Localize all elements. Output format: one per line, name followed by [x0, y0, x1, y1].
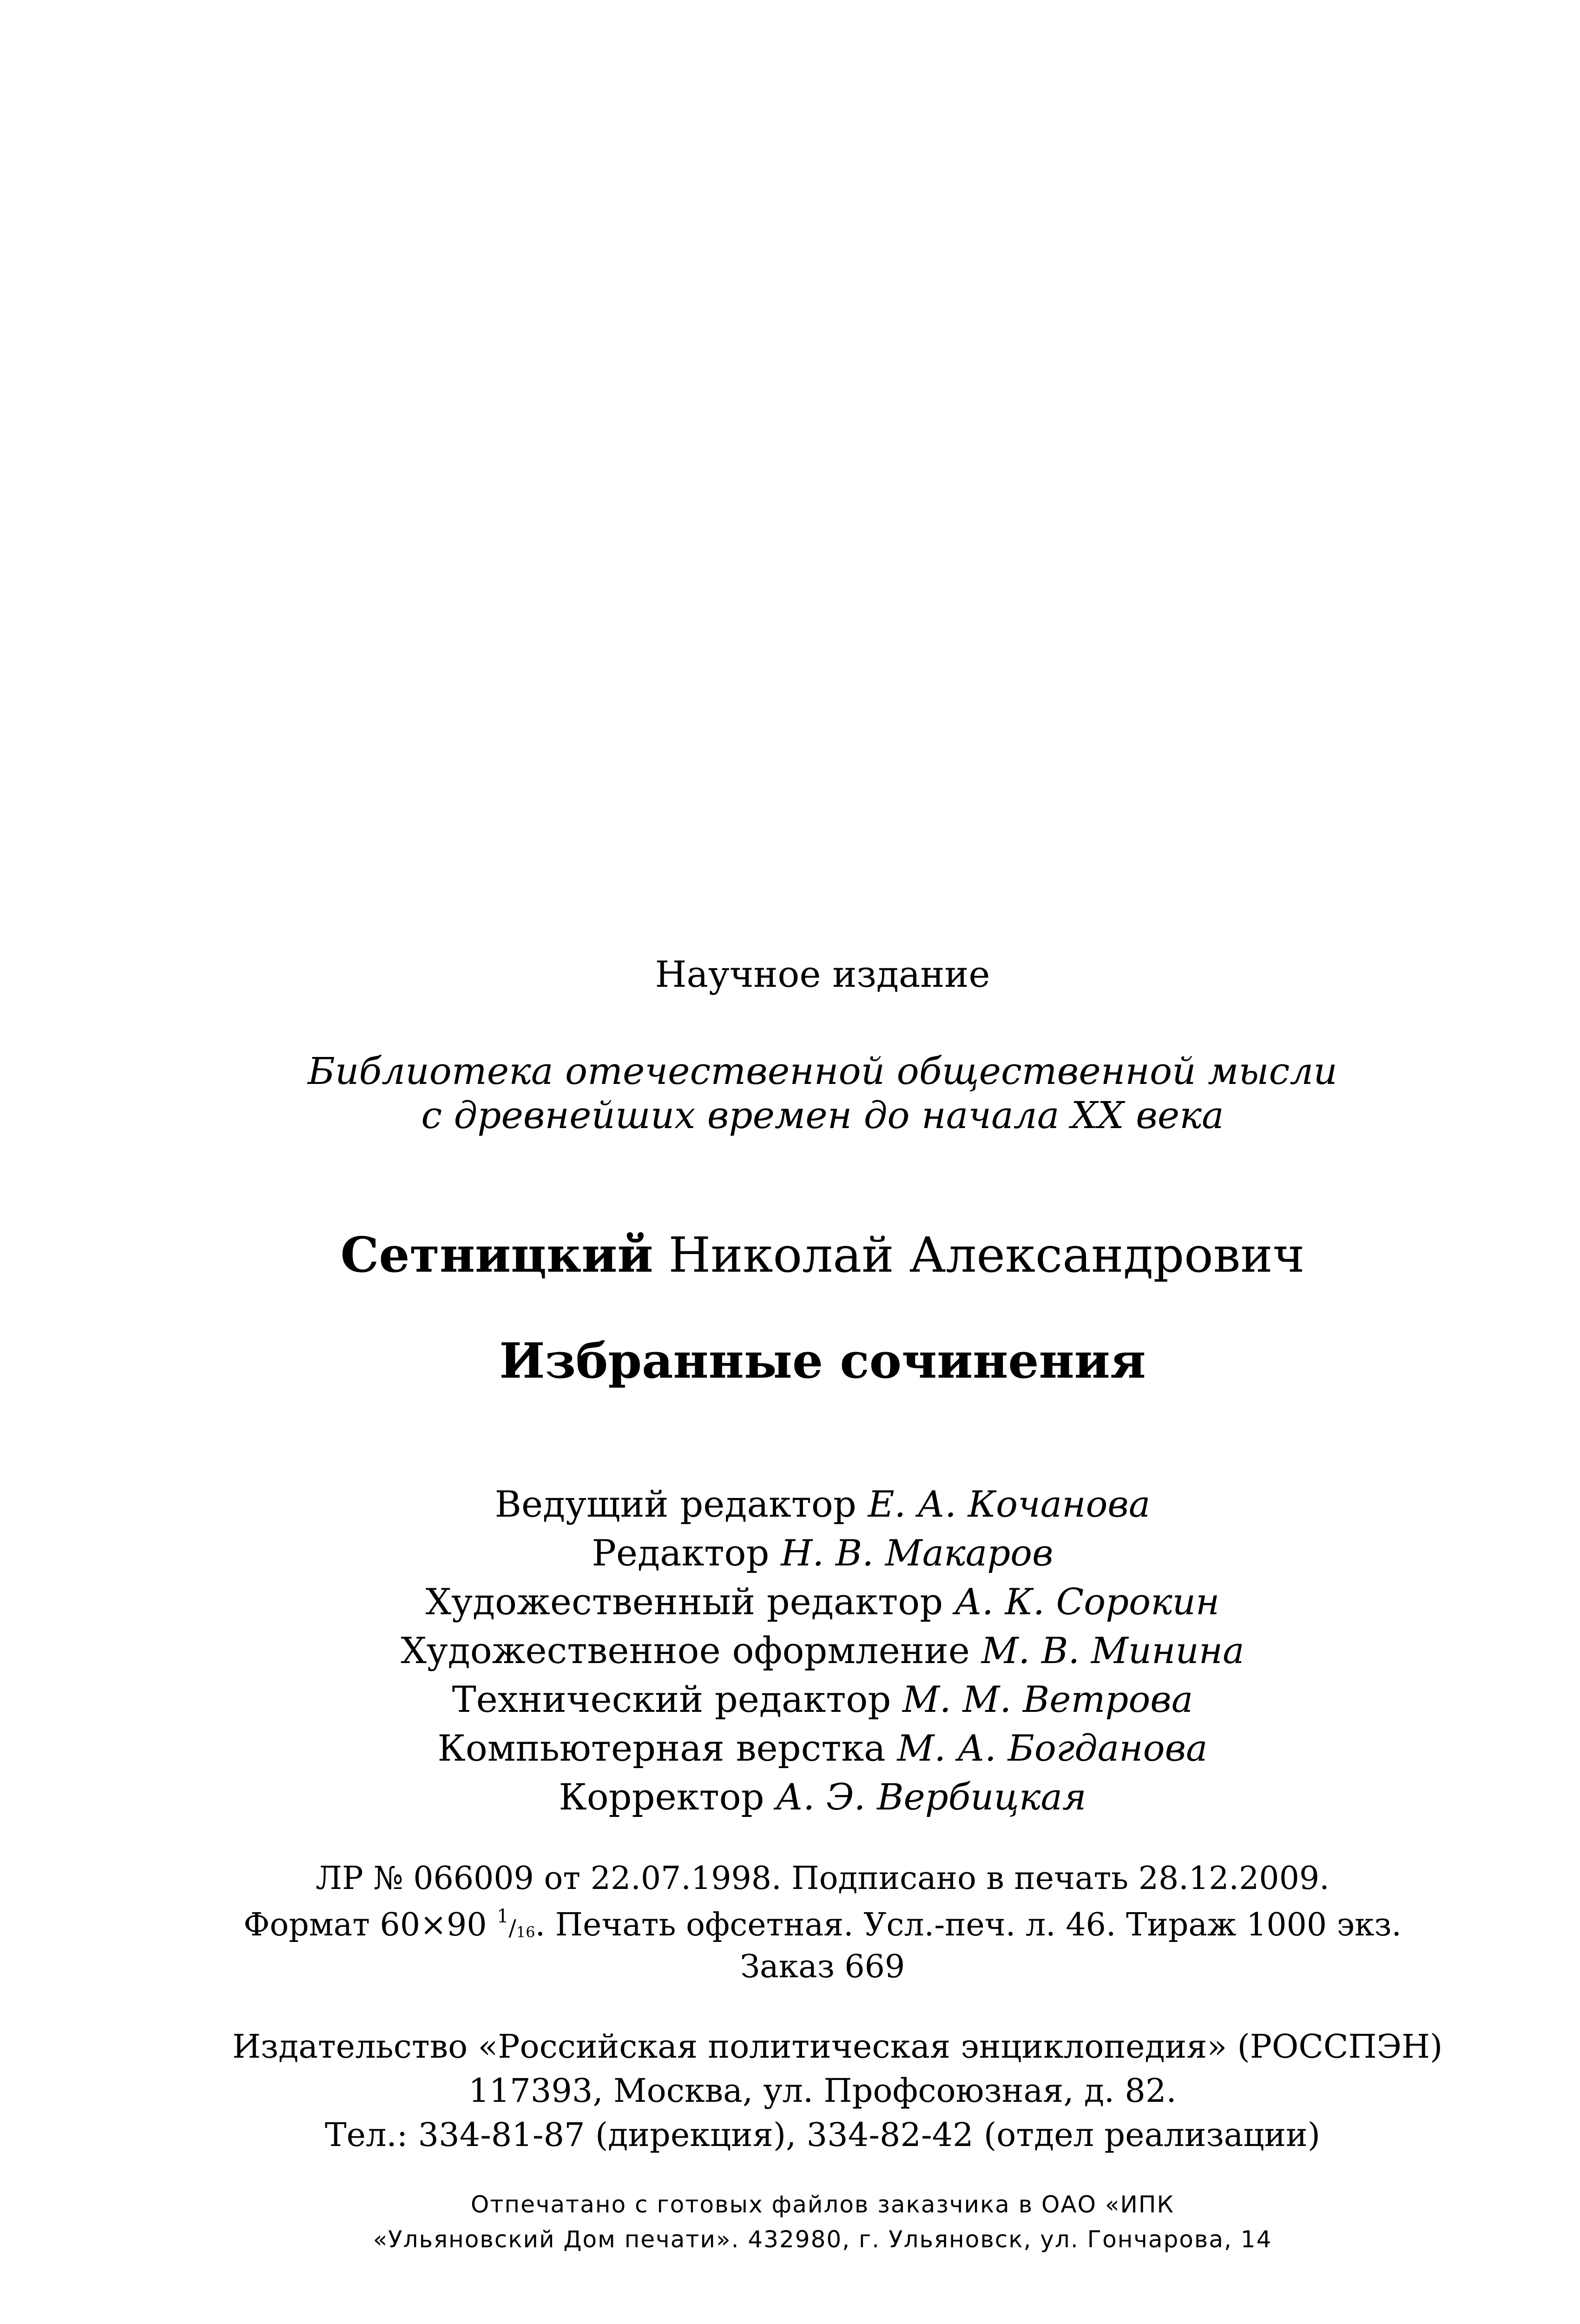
order-number: Заказ 669 [740, 1948, 905, 1985]
credit-role: Художественный редактор [425, 1581, 943, 1623]
imprint-license-line: ЛР № 066009 от 22.07.1998. Подписано в печать 28.12.2009. [316, 1860, 1330, 1897]
credit-role: Художественное оформление [401, 1630, 970, 1672]
credit-role: Редактор [592, 1532, 770, 1574]
format-denominator: 16 [516, 1923, 535, 1941]
format-fraction: $^1/_{16}$ [497, 1906, 535, 1941]
format-prefix: Формат 60×90 [243, 1907, 487, 1943]
credit-name: М. М. Ветрова [902, 1679, 1193, 1721]
format-suffix: . Печать офсетная. Усл.-печ. л. 46. Тираж 1000 экз. [535, 1907, 1402, 1943]
credit-line [232, 1776, 1413, 1818]
author-name [232, 1226, 1413, 1283]
credit-line [232, 1532, 1413, 1574]
credit-name: М. А. Богданова [897, 1728, 1208, 1769]
series-title-line-2: с древнейших времен до начала XX века [421, 1094, 1224, 1137]
credit-role: Корректор [559, 1776, 764, 1818]
author-given-names: Николай Александрович [668, 1227, 1305, 1283]
credit-line [232, 1581, 1413, 1623]
credit-name: Н. В. Макаров [781, 1532, 1053, 1574]
credit-name: М. В. Минина [981, 1630, 1244, 1672]
credit-line [232, 1630, 1413, 1672]
printer-line-2: «Ульяновский Дом печати». 432980, г. Ульяновск, ул. Гончарова, 14 [373, 2226, 1272, 2253]
credit-role: Компьютерная верстка [437, 1728, 886, 1769]
credit-role: Технический редактор [452, 1679, 891, 1721]
publisher-name: Издательство «Российская политическая энциклопедия» (РОССПЭН) [232, 2027, 1443, 2066]
credit-line [232, 1679, 1413, 1721]
series-title-line-1: Библиотека отечественной общественной мысли [308, 1050, 1337, 1093]
credit-role: Ведущий редактор [494, 1484, 856, 1525]
credit-name: Е. А. Кочанова [868, 1484, 1151, 1525]
publisher-address: 117393, Москва, ул. Профсоюзная, д. 82. [468, 2072, 1177, 2110]
book-title: Избранные сочинения [499, 1332, 1146, 1389]
format-numerator: 1 [497, 1906, 509, 1927]
credit-line [232, 1486, 1413, 1523]
edition-type: Научное издание [655, 954, 990, 996]
author-surname: Сетницкий [340, 1226, 653, 1283]
credit-line [232, 1730, 1413, 1767]
credit-name: А. К. Сорокин [954, 1581, 1220, 1623]
imprint-format-line [232, 1907, 1413, 1941]
publisher-phones: Тел.: 334-81-87 (дирекция), 334-82-42 (отдел реализации) [324, 2116, 1321, 2154]
credit-name: А. Э. Вербицкая [776, 1776, 1086, 1818]
printer-line-1: Отпечатано с готовых файлов заказчика в ОАО «ИПК [471, 2191, 1174, 2218]
